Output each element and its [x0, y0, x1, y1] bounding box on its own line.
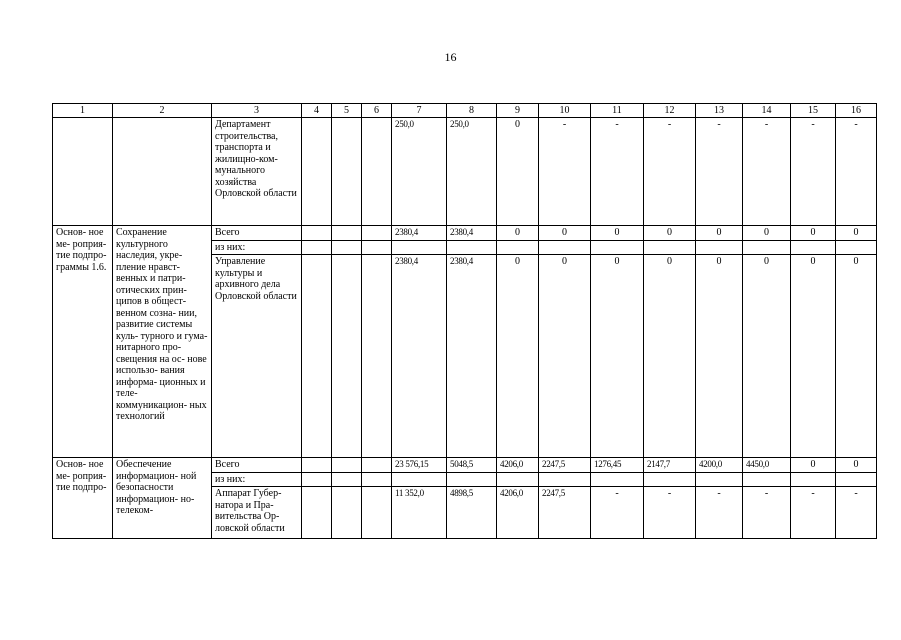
value-cell: 2380,4 [392, 255, 447, 458]
value-cell: 1276,45 [591, 458, 644, 473]
value-cell: 0 [696, 255, 743, 458]
of-which-label: из них: [212, 240, 302, 255]
activity-name-cell: Основ- ное ме- роприя- тие подпро- [53, 458, 113, 539]
value-cell: 0 [836, 226, 877, 241]
value-cell: 5048,5 [447, 458, 497, 473]
value-cell: 23 576,15 [392, 458, 447, 473]
value-cell: - [539, 118, 591, 226]
column-header: 7 [392, 104, 447, 118]
value-cell: 4898,5 [447, 487, 497, 539]
page-number: 16 [444, 50, 457, 64]
value-cell: 2247,5 [539, 458, 591, 473]
value-cell: 2147,7 [644, 458, 696, 473]
column-header: 2 [113, 104, 212, 118]
column-header: 3 [212, 104, 302, 118]
value-cell: 0 [791, 226, 836, 241]
executor-cell: Аппарат Губер- натора и Пра- вительства Ор- ловской области [212, 487, 302, 539]
column-header: 14 [743, 104, 791, 118]
value-cell: - [591, 118, 644, 226]
value-cell: 4200,0 [696, 458, 743, 473]
value-cell: 0 [791, 458, 836, 473]
value-cell: - [836, 487, 877, 539]
value-cell: 2247,5 [539, 487, 591, 539]
value-cell: 2380,4 [447, 226, 497, 241]
value-cell: 0 [644, 226, 696, 241]
column-header: 13 [696, 104, 743, 118]
value-cell: 2380,4 [447, 255, 497, 458]
value-cell: - [743, 487, 791, 539]
value-cell: 2380,4 [392, 226, 447, 241]
value-cell: - [743, 118, 791, 226]
column-header: 5 [332, 104, 362, 118]
value-cell: 0 [539, 255, 591, 458]
value-cell: 0 [539, 226, 591, 241]
activity-description-cell: Обеспечение информацион- ной безопасности информацион- но-телеком- [113, 458, 212, 539]
column-header: 12 [644, 104, 696, 118]
value-cell: 0 [497, 118, 539, 226]
column-header: 15 [791, 104, 836, 118]
table-row [53, 226, 877, 241]
executor-cell: Департамент строительства, транспорта и жилищно-ком- мунального хозяйства Орловской области [212, 118, 302, 226]
value-cell: - [791, 118, 836, 226]
value-cell: - [836, 118, 877, 226]
value-cell: 0 [743, 226, 791, 241]
value-cell: 0 [696, 226, 743, 241]
column-header: 11 [591, 104, 644, 118]
total-label: Всего [212, 458, 302, 473]
value-cell: 0 [591, 226, 644, 241]
value-cell: - [791, 487, 836, 539]
value-cell: 250,0 [392, 118, 447, 226]
column-header: 4 [302, 104, 332, 118]
column-header: 10 [539, 104, 591, 118]
column-header: 8 [447, 104, 497, 118]
value-cell: 4450,0 [743, 458, 791, 473]
executor-cell: Управление культуры и архивного дела Орловской области [212, 255, 302, 458]
value-cell: - [644, 487, 696, 539]
value-cell: 0 [497, 255, 539, 458]
column-header: 6 [362, 104, 392, 118]
table-row [53, 458, 877, 473]
value-cell: 0 [791, 255, 836, 458]
value-cell: 0 [743, 255, 791, 458]
column-header: 1 [53, 104, 113, 118]
activity-name-cell: Основ- ное ме- роприя- тие подпро- граммы 1.6. [53, 226, 113, 458]
column-header: 16 [836, 104, 877, 118]
value-cell: - [696, 487, 743, 539]
value-cell: - [696, 118, 743, 226]
value-cell: 4206,0 [497, 458, 539, 473]
value-cell: 0 [591, 255, 644, 458]
value-cell: - [591, 487, 644, 539]
header-row [53, 104, 877, 118]
value-cell: - [644, 118, 696, 226]
value-cell: 0 [497, 226, 539, 241]
of-which-label: из них: [212, 472, 302, 487]
value-cell: 0 [836, 255, 877, 458]
value-cell: 0 [836, 458, 877, 473]
table-row [53, 118, 877, 226]
activity-description-cell: Сохранение культурного наследия, укре- пление нравст- венных и патри- отических прин- ципов в общест- венном созна- нии, развитие системы куль- турного и гума- нитарного про- свещения на ос- нове использо- вания информа- ционных и теле- коммуникацион- ных технологий [113, 226, 212, 458]
value-cell: 0 [644, 255, 696, 458]
budget-table [52, 103, 877, 539]
value-cell: 4206,0 [497, 487, 539, 539]
value-cell: 250,0 [447, 118, 497, 226]
total-label: Всего [212, 226, 302, 241]
value-cell: 11 352,0 [392, 487, 447, 539]
column-header: 9 [497, 104, 539, 118]
